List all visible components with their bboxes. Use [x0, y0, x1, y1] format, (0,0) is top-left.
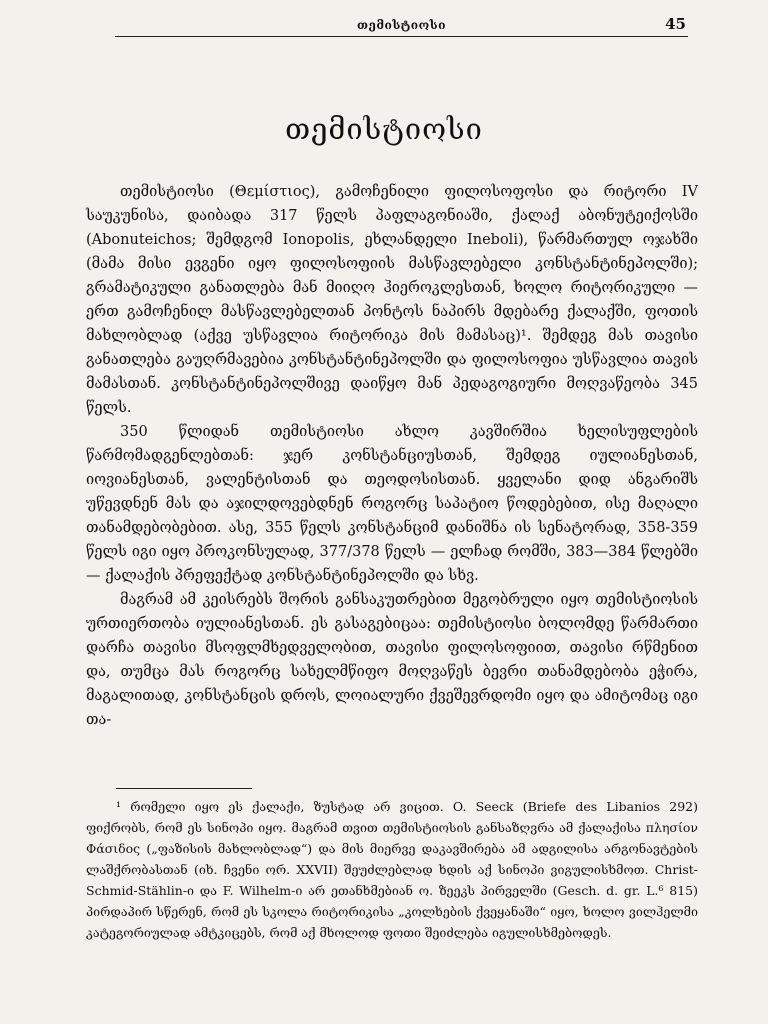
paragraph: თემისტიოსი (Θεμίστιος), გამოჩენილი ფილოსოფოსი და რიტორი IV საუკუნისა, დაიბადა 317 წელს პაფლაგონიაში, ქალაქ აბონუტეიქოსში (Abonuteichos; შემდგომ Ionopolis, ეხლანდელი Ineboli), წარმართულ ოჯახში (მამა მისი ევგენი იყო ფილოსოფიის მასწავლებელი კონსტანტინეპოლში); გრამატიკული განათლება მან მიიღო ჰიეროკლესთან, ხოლო რიტორიკული — ერთ გამოჩენილ მასწავლებელთან პონტოს ნაპირს მდებარე ქალაქში, ფოთის მახლობლად (აქვე უსწავლია რიტორიკა მის მამასაც)¹. შემდეგ მას თავისი განათლება გაუღრმავებია კონსტანტინეპოლში და ფილოსოფია უსწავლია თავის მამასთან. კონსტანტინეპოლშივე დაიწყო მან პედაგოგიური მოღვაწეობა 345 წელს. [86, 184, 698, 416]
paragraph: 350 წლიდან თემისტიოსი ახლო კავშირშია ხელისუფლების წარმომადგენლებთან: ჯერ კონსტანციუსთან, შემდეგ იულიანესთან, იოვიანესთან, ვალენტისთან და თეოდოსისთან. ყველანი დიდ ანგარიშს უწევდნენ მას და აჯილდოვებდნენ როგორც საპატიო წოდებებით, ისე მაღალი თანამდებობებით. ასე, 355 წელს კონსტანციმ დანიშნა ის სენატორად, 358-359 წელს იგი იყო პროკონსულად, 377/378 წელს — ელჩად რომში, 383—384 წლებში — ქალაქის პრეფექტად კონსტანტინეპოლში და სხვ. [86, 424, 698, 584]
page-number: 45 [665, 15, 686, 33]
body-text [86, 180, 698, 732]
footnote-text: ¹ რომელი იყო ეს ქალაქი, ზუსტად არ ვიცით. O. Seeck (Briefe des Libanios 292) ფიქრობს, რომ ეს სინოპი იყო. მაგრამ თვით თემისტიოსის განსაზღვრა ამ ქალაქისა πλησίον Φάσιδος („ფაზისის მახლობლად“) და მის მიერვე დაკავშირება ამ ადგილისა არგონავტების ლაშქრობასთან (იხ. ჩვენი ორ. XXVII) შეუძლებლად ხდის აქ სინოპი ვიგულისხმოთ. Christ-Schmid-Stählin-ი და F. Wilhelm-ი არ ეთანხმებიან ო. ზეეკს პირველში (Gesch. d. gr. L.⁶ 815) პირდაპირ სწერენ, რომ ეს სკოლა რიტორიკისა „კოლხების ქვეყანაში“ იყო, ხოლო ვილჰელმი კატეგორიულად ამტკიცებს, რომ აქ მხოლოდ ფოთი შეიძლება იგულისხმებოდეს. [86, 799, 698, 940]
footnote [86, 796, 698, 943]
paragraph: მაგრამ ამ კეისრებს შორის განსაკუთრებით მეგობრული იყო თემისტიოსის ურთიერთობა იულიანესთან. ეს გასაგებიცაა: თემისტიოსი ბოლომდე წარმართი დარჩა თავისი მსოფლმხედველობით, თავისი ფილოსოფიით, თავისი რწმენით და, თუმცა მას როგორც სახელმწიფო მოღვაწეს ბევრი თანამდებობა ეჭირა, მაგალითად, კონსტანცის დროს, ლოიალური ქვეშევრდომი იყო და ამიტომაც იგი თა- [86, 592, 698, 728]
footnote-divider [116, 788, 252, 789]
chapter-title: თემისტიოსი [285, 112, 483, 146]
running-head [115, 14, 688, 37]
running-title: თემისტიოსი [357, 18, 446, 32]
